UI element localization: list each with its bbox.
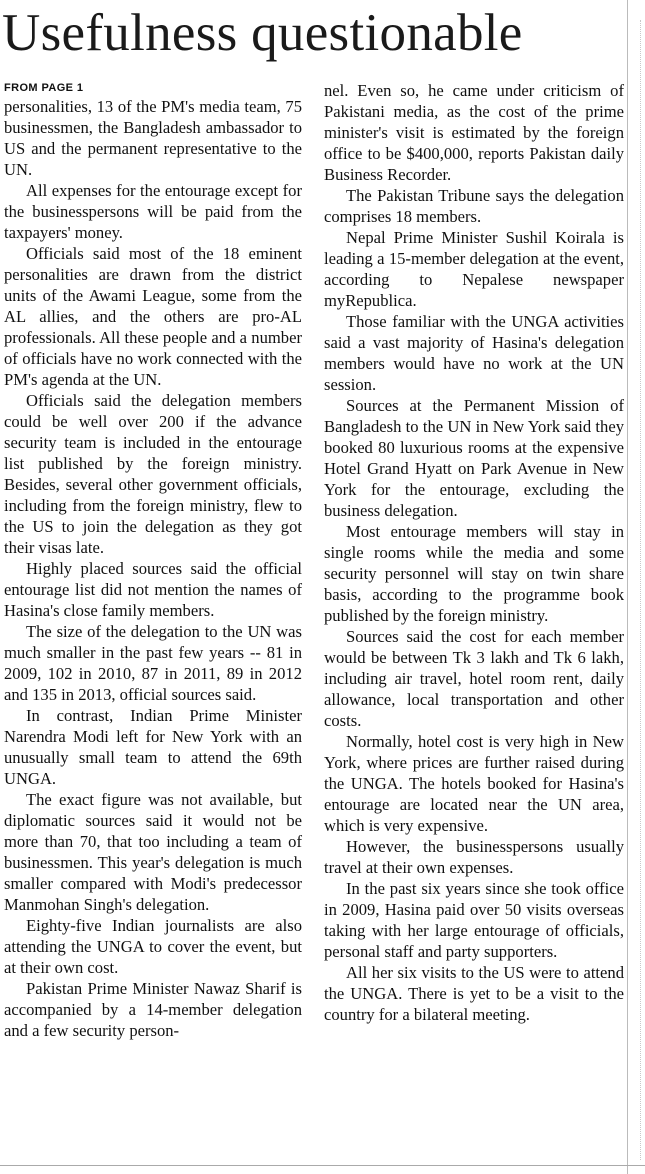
- paragraph: Normally, hotel cost is very high in New York, where prices are further raised during the UNGA. The hotels booked for Hasina's entourage are located near the UN area, which is very expensive.: [324, 732, 624, 835]
- paragraph: All expenses for the entourage except for the businesspersons will be paid from the taxpayers' money.: [4, 181, 302, 242]
- paragraph: Sources said the cost for each member would be between Tk 3 lakh and Tk 6 lakh, including air travel, hotel room rent, daily allowance, local transportation and other costs.: [324, 627, 624, 730]
- paragraph: The size of the delegation to the UN was much smaller in the past few years -- 81 in 2009, 102 in 2010, 87 in 2011, 89 in 2012 and 135 in 2013, official sources said.: [4, 622, 302, 704]
- paragraph: In contrast, Indian Prime Minister Narendra Modi left for New York with an unusually small team to attend the 69th UNGA.: [4, 706, 302, 788]
- paragraph: All her six visits to the US were to attend the UNGA. There is yet to be a visit to the country for a bilateral meeting.: [324, 963, 624, 1024]
- paragraph: Pakistan Prime Minister Nawaz Sharif is accompanied by a 14-member delegation and a few security person-: [4, 979, 302, 1040]
- paragraph: Those familiar with the UNGA activities said a vast majority of Hasina's delegation members would have no work at the UN session.: [324, 312, 624, 394]
- jump-line: FROM PAGE 1: [4, 82, 84, 94]
- paragraph: Sources at the Permanent Mission of Bangladesh to the UN in New York said they booked 80 luxurious rooms at the expensive Hotel Grand Hyatt on Park Avenue in New York for the entourage, excluding the business delegation.: [324, 396, 624, 520]
- article-column-right: [324, 80, 624, 1025]
- paragraph: Officials said most of the 18 eminent personalities are drawn from the district units of the Awami League, some from the AL allies, and the others are pro-AL professionals. All these people and a number of officials have no work connected with the PM's agenda at the UN.: [4, 244, 302, 389]
- paragraph: Officials said the delegation members could be well over 200 if the advance security team is included in the entourage list published by the foreign ministry. Besides, several other government officials, including from the foreign ministry, flew to the US to join the delegation as they got their visas late.: [4, 391, 302, 557]
- paragraph: In the past six years since she took office in 2009, Hasina paid over 50 visits overseas taking with her large entourage of officials, personal staff and party supporters.: [324, 879, 624, 961]
- paragraph: Eighty-five Indian journalists are also attending the UNGA to cover the event, but at their own cost.: [4, 916, 302, 977]
- paragraph: personalities, 13 of the PM's media team, 75 businessmen, the Bangladesh ambassador to US and the permanent representative to the UN.: [4, 97, 302, 179]
- paragraph: Nepal Prime Minister Sushil Koirala is leading a 15-member delegation at the event, according to Nepalese newspaper myRepublica.: [324, 228, 624, 310]
- paragraph: Highly placed sources said the official entourage list did not mention the names of Hasina's close family members.: [4, 559, 302, 620]
- paragraph: nel. Even so, he came under criticism of Pakistani media, as the cost of the prime minister's visit is estimated by the foreign office to be $400,000, reports Pakistan daily Business Recorder.: [324, 81, 624, 184]
- paragraph: The Pakistan Tribune says the delegation comprises 18 members.: [324, 186, 624, 226]
- bottom-rule: [0, 1165, 645, 1166]
- paragraph: However, the businesspersons usually travel at their own expenses.: [324, 837, 624, 877]
- article-column-left: [4, 80, 302, 1041]
- paragraph: Most entourage members will stay in single rooms while the media and some security personnel will stay on twin share basis, according to the programme book published by the foreign ministry.: [324, 522, 624, 625]
- headline: Usefulness questionable: [2, 4, 523, 62]
- paragraph: The exact figure was not available, but diplomatic sources said it would not be more than 70, that too including a team of businessmen. This year's delegation is much smaller compared with Modi's predecessor Manmohan Singh's delegation.: [4, 790, 302, 914]
- cut-line: [640, 20, 641, 1160]
- column-rule: [627, 0, 628, 1174]
